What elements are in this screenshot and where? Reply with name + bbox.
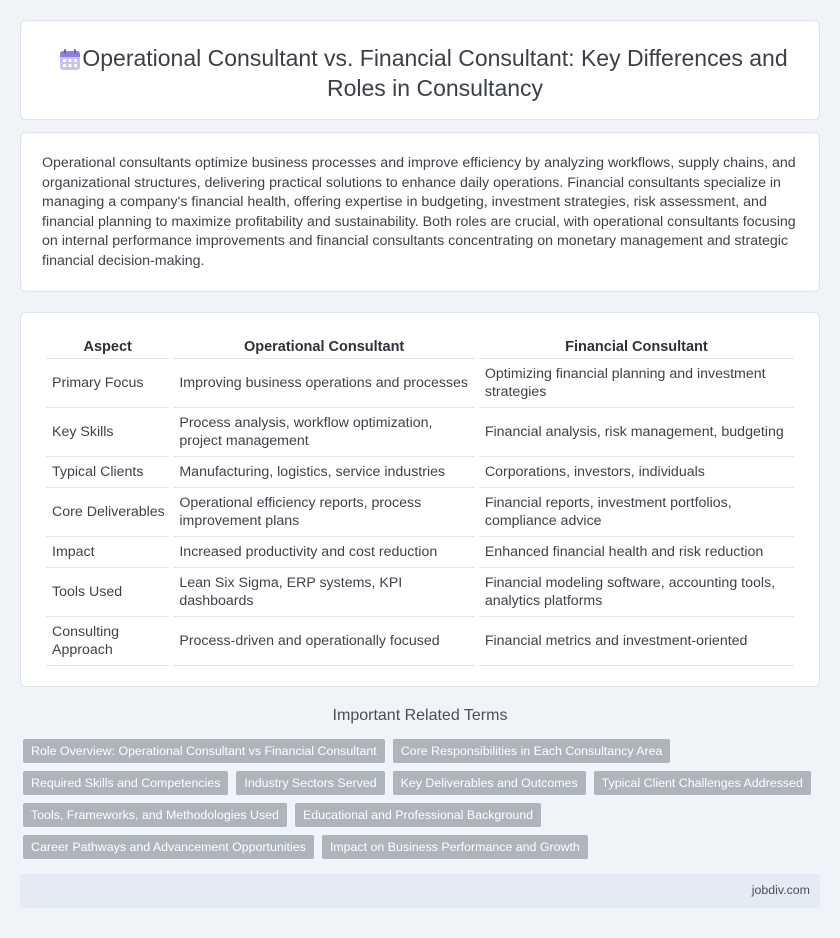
related-term-tag[interactable]: Tools, Frameworks, and Methodologies Used <box>23 803 287 827</box>
table-row <box>46 537 794 568</box>
cell-aspect: Key Skills <box>46 408 169 457</box>
cell-financial: Financial analysis, risk management, budgeting <box>479 408 794 457</box>
title-card <box>20 20 820 120</box>
table-header-row <box>46 335 794 359</box>
cell-financial: Financial reports, investment portfolios, compliance advice <box>479 488 794 537</box>
related-term-tag[interactable]: Typical Client Challenges Addressed <box>594 771 811 795</box>
related-terms-heading: Important Related Terms <box>332 707 508 724</box>
table-row <box>46 408 794 457</box>
related-terms-list <box>23 739 823 859</box>
cell-operational: Operational efficiency reports, process improvement plans <box>173 488 474 537</box>
cell-operational: Process-driven and operationally focused <box>173 617 474 666</box>
related-term-tag[interactable]: Key Deliverables and Outcomes <box>393 771 586 795</box>
cell-operational: Improving business operations and processes <box>173 359 474 408</box>
table-row <box>46 359 794 408</box>
related-term-tag[interactable]: Core Responsibilities in Each Consultancy Area <box>393 739 671 763</box>
header-aspect: Aspect <box>46 335 169 359</box>
footer-site-link[interactable]: jobdiv.com <box>751 883 810 897</box>
related-term-tag[interactable]: Career Pathways and Advancement Opportunities <box>23 835 314 859</box>
table-row <box>46 457 794 488</box>
cell-financial: Enhanced financial health and risk reduction <box>479 537 794 568</box>
related-term-tag[interactable]: Role Overview: Operational Consultant vs Financial Consultant <box>23 739 385 763</box>
intro-paragraph: Operational consultants optimize business processes and improve efficiency by analyzing workflows, supply chains, and organizational structures, delivering practical solutions to enhance daily operations. Financial consultants specialize in managing a company's financial health, offering expertise in budgeting, investment strategies, risk assessment, and financial planning to maximize profitability and sustainability. Both roles are crucial, with operational consultants focusing on internal performance improvements and financial consultants concentrating on monetary management and strategic financial decision-making. <box>42 155 796 269</box>
related-term-tag[interactable]: Required Skills and Competencies <box>23 771 228 795</box>
comparison-table <box>42 335 798 666</box>
cell-aspect: Core Deliverables <box>46 488 169 537</box>
comparison-table-card <box>20 312 820 687</box>
cell-operational: Manufacturing, logistics, service industries <box>173 457 474 488</box>
related-term-tag[interactable]: Industry Sectors Served <box>236 771 384 795</box>
header-operational: Operational Consultant <box>173 335 474 359</box>
cell-aspect: Consulting Approach <box>46 617 169 666</box>
cell-operational: Lean Six Sigma, ERP systems, KPI dashboards <box>173 568 474 617</box>
cell-financial: Financial metrics and investment-oriented <box>479 617 794 666</box>
table-row <box>46 617 794 666</box>
cell-aspect: Impact <box>46 537 169 568</box>
related-term-tag[interactable]: Impact on Business Performance and Growth <box>322 835 588 859</box>
cell-financial: Corporations, investors, individuals <box>479 457 794 488</box>
intro-card <box>20 132 820 292</box>
related-term-tag[interactable]: Educational and Professional Background <box>295 803 541 827</box>
cell-aspect: Tools Used <box>46 568 169 617</box>
table-row <box>46 488 794 537</box>
cell-operational: Increased productivity and cost reduction <box>173 537 474 568</box>
cell-aspect: Typical Clients <box>46 457 169 488</box>
table-row <box>46 568 794 617</box>
cell-financial: Optimizing financial planning and investment strategies <box>479 359 794 408</box>
header-financial: Financial Consultant <box>479 335 794 359</box>
page-title: Operational Consultant vs. Financial Consultant: Key Differences and Roles in Consultancy <box>82 45 788 101</box>
cell-operational: Process analysis, workflow optimization, project management <box>173 408 474 457</box>
footer <box>20 874 820 908</box>
cell-financial: Financial modeling software, accounting tools, analytics platforms <box>479 568 794 617</box>
cell-aspect: Primary Focus <box>46 359 169 408</box>
